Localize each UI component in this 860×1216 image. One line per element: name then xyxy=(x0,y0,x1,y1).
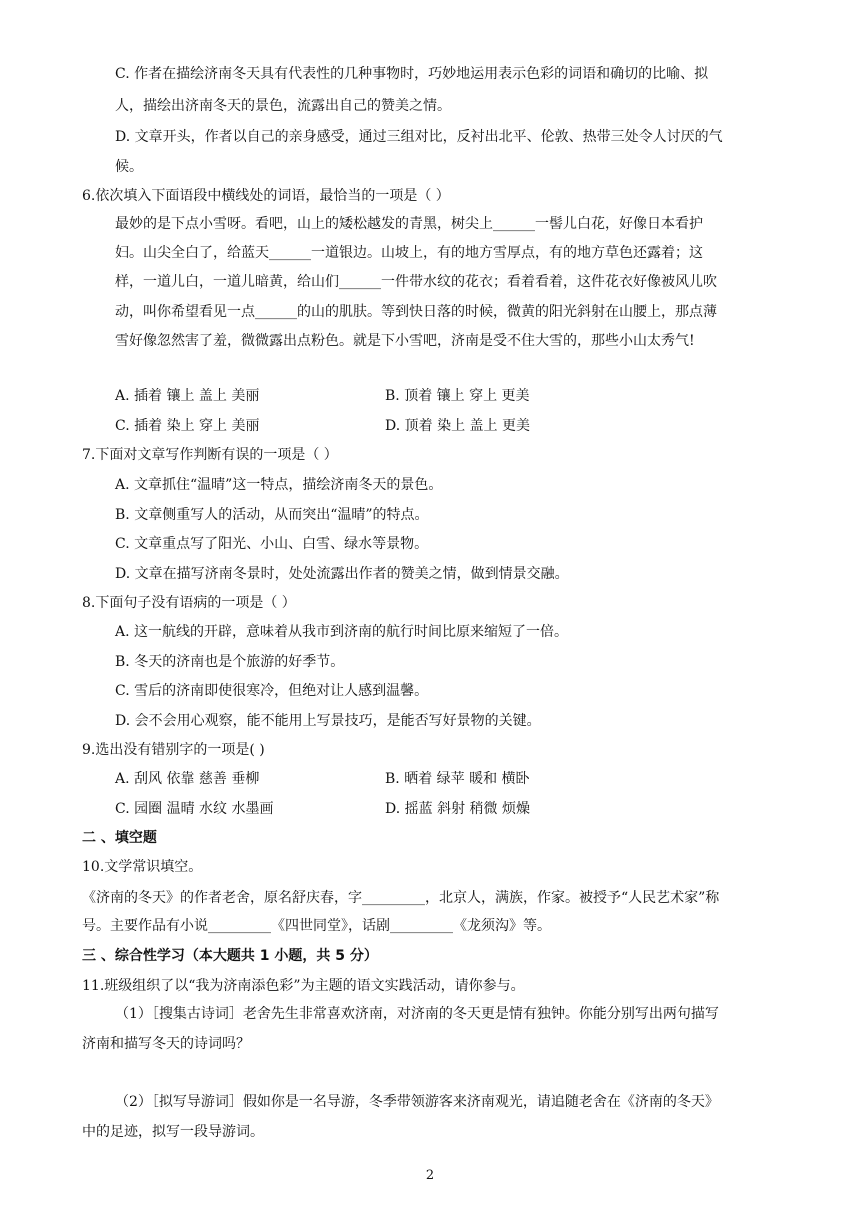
q10-stem: 10.文学常识填空。 xyxy=(82,859,203,875)
q5-option-d-line2: 候。 xyxy=(115,159,143,175)
q7-option-b: B. 文章侧重写人的活动，从而突出“温晴”的特点。 xyxy=(115,507,429,523)
q11-part1-line2: 济南和描写冬天的诗词吗？ xyxy=(82,1036,250,1052)
q6-option-a: A. 插着 镶上 盖上 美丽 xyxy=(115,388,260,404)
q7-stem: 7.下面对文章写作判断有误的一项是（ ） xyxy=(82,447,338,463)
q8-option-c: C. 雪后的济南即使很寒冷，但绝对让人感到温馨。 xyxy=(115,683,429,699)
section-comprehensive-title: 三 、综合性学习（本大题共 1 小题，共 5 分） xyxy=(82,948,378,964)
q6-option-d: D. 顶着 染上 盖上 更美 xyxy=(385,418,530,434)
q8-option-a: A. 这一航线的开辟，意味着从我市到济南的航行时间比原来缩短了一倍。 xyxy=(115,624,569,640)
q11-part2-line1: （2）［拟写导游词］假如你是一名导游，冬季带领游客来济南观光，请追随老舍在《济南的冬天》 xyxy=(115,1094,719,1110)
q9-option-a: A. 刮风 依靠 慈善 垂柳 xyxy=(115,771,260,787)
q10-line2: 号。主要作品有小说_________《四世同堂》，话剧_________《龙须沟》等。 xyxy=(82,918,551,934)
q10-line1: 《济南的冬天》的作者老舍，原名舒庆春，字_________，北京人，满族，作家。被授予“人民艺术家”称 xyxy=(82,890,720,906)
section-fill-in-title: 二 、填空题 xyxy=(82,830,157,846)
q8-stem: 8.下面句子没有语病的一项是（ ） xyxy=(82,595,296,611)
q6-passage-line5: 雪好像忽然害了羞，微微露出点粉色。就是下小雪吧，济南是受不住大雪的，那些小山太秀气! xyxy=(115,333,695,349)
q5-option-c-line2: 人，描绘出济南冬天的景色，流露出自己的赞美之情。 xyxy=(115,98,451,114)
q7-option-a: A. 文章抓住“温晴”这一特点，描绘济南冬天的景色。 xyxy=(115,477,443,493)
q7-option-d: D. 文章在描写济南冬景时，处处流露出作者的赞美之情，做到情景交融。 xyxy=(115,566,569,582)
q11-part1-line1: （1）［搜集古诗词］老舍先生非常喜欢济南，对济南的冬天更是情有独钟。你能分别写出两句描写 xyxy=(115,1006,719,1022)
q6-option-b: B. 顶着 镶上 穿上 更美 xyxy=(385,388,530,404)
page-number: 2 xyxy=(425,1168,435,1183)
q6-passage-line2: 妇。山尖全白了，给蓝天______一道银边。山坡上，有的地方雪厚点，有的地方草色还露着；这 xyxy=(115,245,703,261)
q8-option-d: D. 会不会用心观察，能不能用上写景技巧，是能否写好景物的关键。 xyxy=(115,713,541,729)
q9-option-c: C. 园圈 温晴 水纹 水墨画 xyxy=(115,801,274,817)
q6-passage-line4: 动，叫你希望看见一点______的山的肌肤。等到快日落的时候，微黄的阳光斜射在山腰上，那点薄 xyxy=(115,304,717,320)
q5-option-c-line1: C. 作者在描绘济南冬天具有代表性的几种事物时，巧妙地运用表示色彩的词语和确切的比喻、拟 xyxy=(115,66,709,82)
q6-passage-line1: 最妙的是下点小雪呀。看吧，山上的矮松越发的青黑，树尖上______一髻儿白花，好像日本看护 xyxy=(115,216,703,232)
q11-stem: 11.班级组织了以“我为济南添色彩”为主题的语文实践活动，请你参与。 xyxy=(82,978,525,994)
q8-option-b: B. 冬天的济南也是个旅游的好季节。 xyxy=(115,654,345,670)
q6-stem: 6.依次填入下面语段中横线处的词语，最恰当的一项是（ ） xyxy=(82,188,450,204)
q11-part2-line2: 中的足迹，拟写一段导游词。 xyxy=(82,1124,264,1140)
q5-option-d-line1: D. 文章开头，作者以自己的亲身感受，通过三组对比，反衬出北平、伦敦、热带三处令人讨厌的气 xyxy=(115,129,723,145)
q9-stem: 9.选出没有错别字的一项是( ) xyxy=(82,742,265,758)
q6-passage-line3: 样，一道儿白，一道儿暗黄，给山们______一件带水纹的花衣；看着看着，这件花衣好像被风儿吹 xyxy=(115,274,717,290)
q6-option-c: C. 插着 染上 穿上 美丽 xyxy=(115,418,260,434)
q7-option-c: C. 文章重点写了阳光、小山、白雪、绿水等景物。 xyxy=(115,536,429,552)
q9-option-b: B. 晒着 绿苹 暖和 横卧 xyxy=(385,771,530,787)
q9-option-d: D. 摇蓝 斜射 稍微 烦燥 xyxy=(385,801,530,817)
